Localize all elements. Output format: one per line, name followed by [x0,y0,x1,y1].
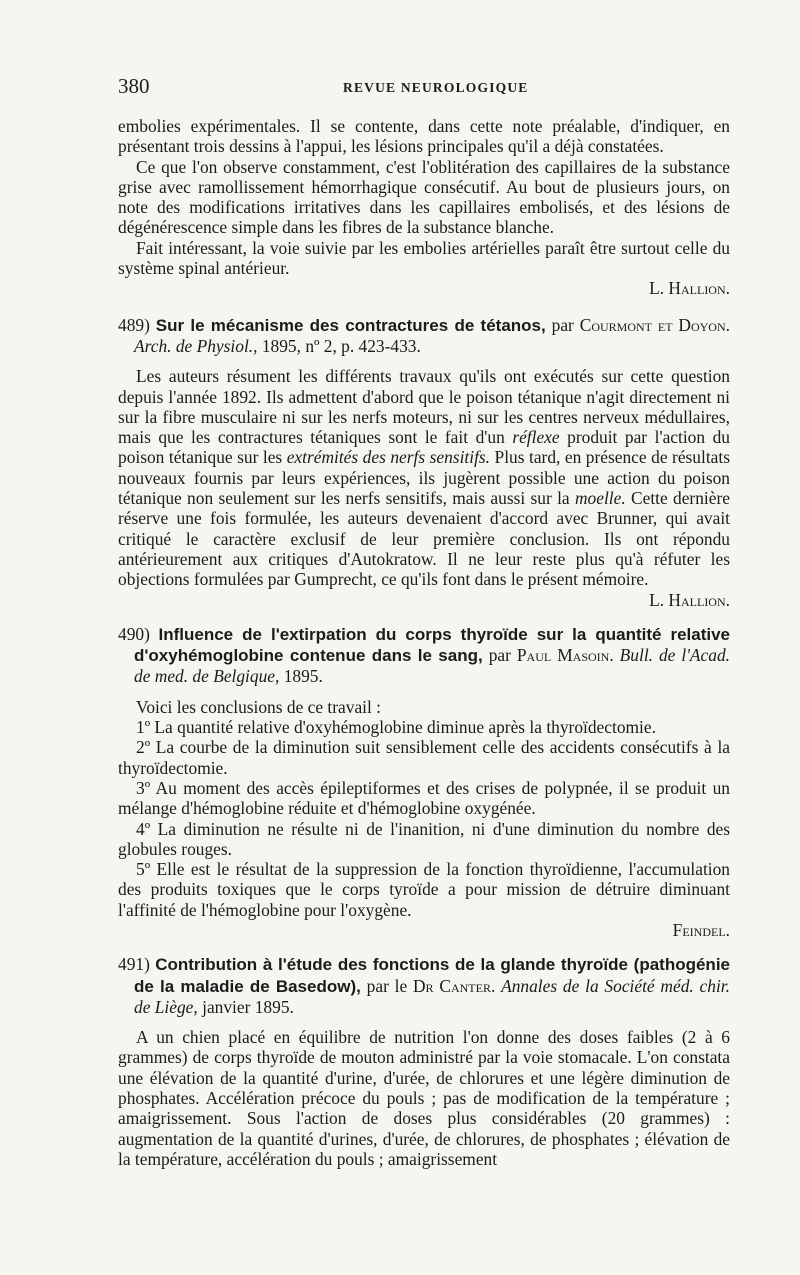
signature-hallion-1: L. Hallion. [649,278,730,299]
article-489-journal: Arch. de Physiol., [134,335,258,356]
page-number: 380 [118,74,150,98]
article-491-body: A un chien placé en équilibre de nutrition l'on donne des doses faibles (2 à 6 grammes) de corps thyroïde de mouton administré par la voie stomacale. L'on constata une élévation de la quantité d'urine, d'urée, de chlorures et une légère diminution de phosphates. Accélération précoce du pouls ; pas de modification de la température ; amaigrissement. Sous l'action de doses plus considérables (20 grammes) : augmentation de la quantité d'urines, d'urée, de chlorures, de phosphates ; élévation de la température, accélération du pouls ; amaigrissement [118,1027,730,1169]
article-491-heading [118,954,730,1017]
article-489-body [118,366,730,589]
article-489-par: par [551,314,574,335]
page-header [118,74,728,104]
article-490-conclusion-1: 1º La quantité relative d'oxyhémoglobine diminue après la thyroïdectomie. [136,717,656,738]
article-489-body-italic-2: extrémités des nerfs sensitifs. [286,447,491,468]
article-491-journal: Annales de la Société méd. chir. de Liège, [134,975,730,1017]
article-490-reference: 1895. [283,666,323,687]
signature-hallion-2: L. Hallion. [649,589,730,610]
article-490-heading [118,624,730,687]
article-490-title: Influence de l'extirpation du corps thyroïde sur la quantité relative d'oxyhémoglobine contenue dans le sang, [134,624,730,666]
article-489-title: Sur le mécanisme des contractures de tétanos, [155,315,546,335]
article-489-heading [118,315,730,357]
article-490-par: par [488,645,511,666]
article-491-number: 491) [118,954,150,975]
article-489-authors: Courmont et Doyon. [579,314,730,335]
article-489-body-italic-1: réflexe [512,427,560,448]
carry-paragraph-2: Ce que l'on observe constamment, c'est l'oblitération des capillaires de la substance grise avec ramollissement hémorrhagique consécutif. Au bout de plusieurs jours, on note des modifications irritatives dans les capillaires embolisés, et des lésions de dégénérescence simple dans les fibres de la substance blanche. [118,156,730,238]
article-489-body-part-1: Les auteurs résument les différents travaux qu'ils ont exécutés sur cette question depuis l'année 1892. Ils admettent d'abord que le poison tétanique n'agit directement ni sur la fibre musculaire ni sur les nerfs moteurs, ni sur les centres nerveux médullaires, mais que les contractures tétaniques sont le fait d'un [118,366,730,448]
carry-paragraph-3-text: Fait intéressant, la voie suivie par les embolies artérielles paraît être surtout celle du système spinal antérieur. [118,237,730,279]
article-490-journal: Bull. de l'Acad. de med. de Belgique, [134,645,730,687]
article-489-body-part-3: Plus tard, en présence de résultats nouveaux fournis par leurs expériences, ils jugèrent possible une action du poison tétanique non seulement sur les nerfs sensitifs, mais aussi sur la [118,447,730,509]
article-491-par: par le [366,975,408,996]
article-490-authors: Paul Masoin. [516,645,614,666]
signature-feindel: Feindel. [672,919,730,940]
page-content [118,116,730,1169]
article-489-body-italic-3: moelle. [574,488,626,509]
article-490-conclusion-4: 4º La diminution ne résulte ni de l'inanition, ni d'une diminution du nombre des globules rouges. [118,818,730,859]
article-489-body-part-4: Cette dernière réserve une fois formulée, les auteurs devenaient d'accord avec Brunner, qui avait critiqué le caractère exclusif de leur première conclusion. Ils ont répondu antérieurement aux critiques d'Autokratow. Il ne leur reste plus qu'à réfuter les objections formulées par Gumprecht, ce qu'ils font dans le présent mémoire. [118,488,730,590]
article-491-title: Contribution à l'étude des fonctions de la glande thyroïde (pathogénie de la maladie de Basedow), [134,955,730,996]
article-490-intro: Voici les conclusions de ce travail : [136,696,382,717]
article-489-number: 489) [118,314,150,335]
running-title: REVUE NEUROLOGIQUE [343,80,529,95]
carry-paragraph-3 [118,238,730,279]
article-489-body-part-2: produit par l'action du poison tétanique sur les [118,427,730,468]
article-490-conclusion-2: 2º La courbe de la diminution suit sensiblement celle des accidents consécutifs à la thyroïdectomie. [118,737,730,778]
article-489-reference: 1895, nº 2, p. 423-433. [261,335,421,356]
article-491-reference: janvier 1895. [202,996,294,1017]
article-490-conclusion-5: 5º Elle est le résultat de la suppression de la fonction thyroïdienne, l'accumulation des produits toxiques que le corps tyroïde a pour mission de détruire diminuant l'affinité de l'hémoglobine pour l'oxygène. [118,859,730,920]
article-491-authors: Dr Canter. [413,975,496,996]
carry-paragraph-1: embolies expérimentales. Il se contente, dans cette note préalable, d'indiquer, en présentant trois dessins à l'appui, les lésions principales qu'il a déjà constatées. [118,116,730,157]
article-490-number: 490) [118,623,150,644]
article-490-conclusion-3: 3º Au moment des accès épileptiformes et des crises de polypnée, il se produit un mélange d'hémoglobine réduite et d'hémoglobine oxygénée. [118,777,730,819]
